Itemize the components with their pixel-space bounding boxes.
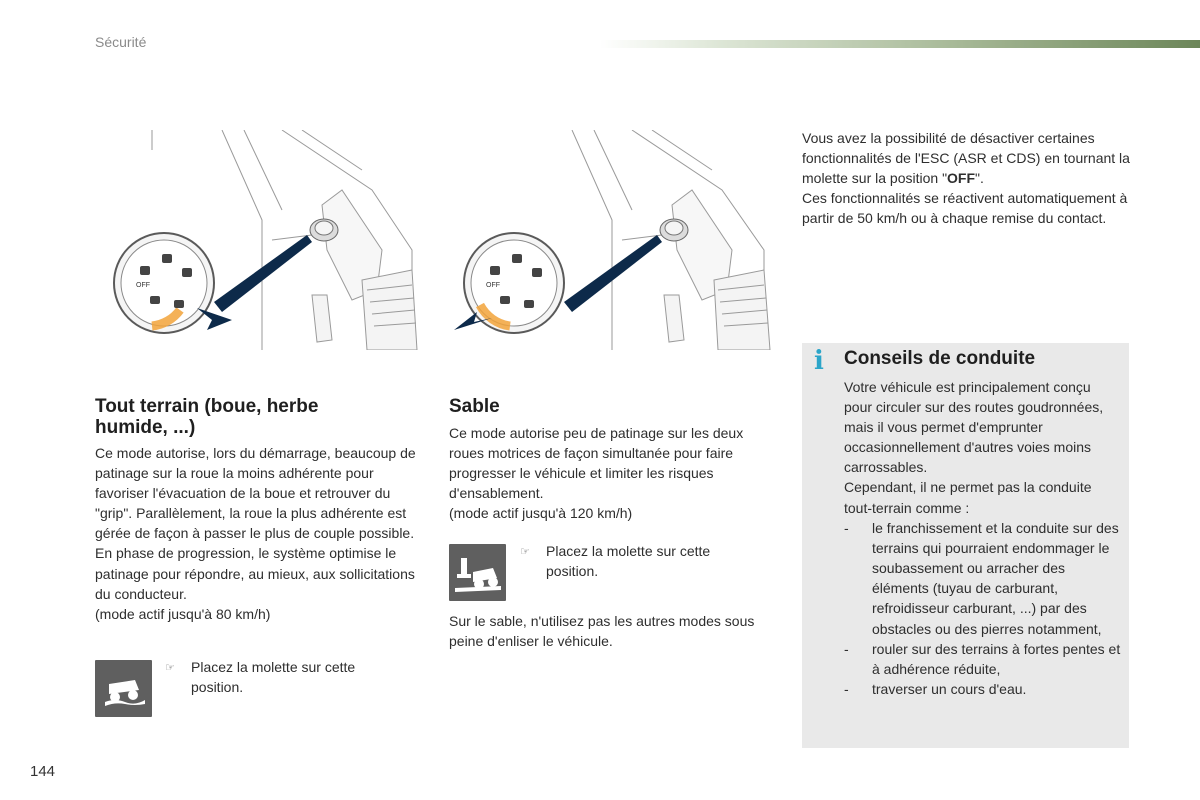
- sand-mode-illustration: [452, 130, 777, 350]
- list-dash: -: [844, 640, 849, 657]
- esc-off-reactivation: Ces fonctionnalités se réactivent automatiquement à partir de 50 km/h ou à chaque remise du contact.: [802, 190, 1128, 227]
- console-drawing-sand: [452, 130, 777, 350]
- sand-mode-speed-note: (mode actif jusqu'à 120 km/h): [449, 505, 633, 522]
- list-item-text: traverser un cours d'eau.: [872, 681, 1027, 698]
- sand-mode-title: Sable: [449, 396, 500, 417]
- header-gradient-bar: [600, 40, 1200, 48]
- mud-mode-speed-note: (mode actif jusqu'à 80 km/h): [95, 605, 271, 622]
- driving-tips-title: Conseils de conduite: [844, 348, 1036, 369]
- mud-mode-instruction: [165, 657, 395, 697]
- hand-pointer-icon: ☞: [520, 545, 530, 558]
- list-item: [844, 639, 1122, 679]
- list-dash: -: [844, 681, 849, 698]
- esc-off-paragraph: [802, 128, 1132, 228]
- driving-tips-list: [844, 518, 1122, 700]
- dial-off-label-2: OFF: [486, 282, 500, 289]
- sand-mode-instruction-text: Placez la molette sur cette position.: [546, 543, 711, 580]
- list-item: [844, 518, 1122, 639]
- page-number: 144: [30, 763, 56, 780]
- list-item-text: le franchissement et la conduite sur des terrains qui pourraient endommager le soubassement ou arracher des éléments (tuyau de carburant, refroidisseur carburant, ...) par des obstacles ou des pierres notamment,: [872, 519, 1119, 637]
- sand-mode-icon: [449, 544, 506, 601]
- mud-mode-title: Tout terrain (boue, herbe humide, ...): [95, 396, 319, 438]
- list-item-text: rouler sur des terrains à fortes pentes et à adhérence réduite,: [872, 640, 1121, 678]
- driving-tips-content: [844, 377, 1122, 699]
- section-title: Sécurité: [95, 34, 147, 50]
- mud-mode-body: [95, 443, 417, 624]
- dial-off-label: OFF: [136, 282, 150, 289]
- mud-mode-icon: [95, 660, 152, 717]
- sand-mode-description: Ce mode autorise peu de patinage sur les deux roues motrices de façon simultanée pour faire progresser le véhicule et limiter les risques d'ensablement.: [449, 425, 744, 502]
- list-dash: -: [844, 519, 849, 536]
- esc-off-text-end: ".: [975, 170, 984, 187]
- sand-mode-body: [449, 423, 779, 523]
- driving-tips-intro: Votre véhicule est principalement conçu pour circuler sur des routes goudronnées, mais il vous permet d'emprunter occasionnellement d'autres voies moins carrossables.: [844, 379, 1104, 476]
- hand-pointer-icon: ☞: [165, 661, 175, 674]
- esc-off-text-start: Vous avez la possibilité de désactiver certaines fonctionnalités de l'ESC (ASR et CDS) en tournant la molette sur la position ": [802, 130, 1130, 187]
- driving-tips-intro2: Cependant, il ne permet pas la conduite tout-terrain comme :: [844, 479, 1092, 516]
- sand-mode-warning: Sur le sable, n'utilisez pas les autres modes sous peine d'enliser le véhicule.: [449, 613, 755, 650]
- info-icon: i: [814, 346, 824, 376]
- mud-mode-description: Ce mode autorise, lors du démarrage, beaucoup de patinage sur la roue la moins adhérente pour favoriser l'évacuation de la boue et retrouver du "grip". Parallèlement, la roue la plus adhérente est gérée de façon à passer le plus de couple possible. En phase de progression, le système optimise le patinage pour répondre, au mieux, aux sollicitations du conducteur.: [95, 445, 416, 602]
- console-drawing-mud: [112, 130, 422, 350]
- sand-mode-instruction: [520, 541, 750, 581]
- mud-mode-illustration: [112, 130, 422, 350]
- esc-off-keyword: OFF: [947, 170, 976, 187]
- mud-mode-instruction-text: Placez la molette sur cette position.: [191, 659, 356, 696]
- list-item: [844, 679, 1122, 699]
